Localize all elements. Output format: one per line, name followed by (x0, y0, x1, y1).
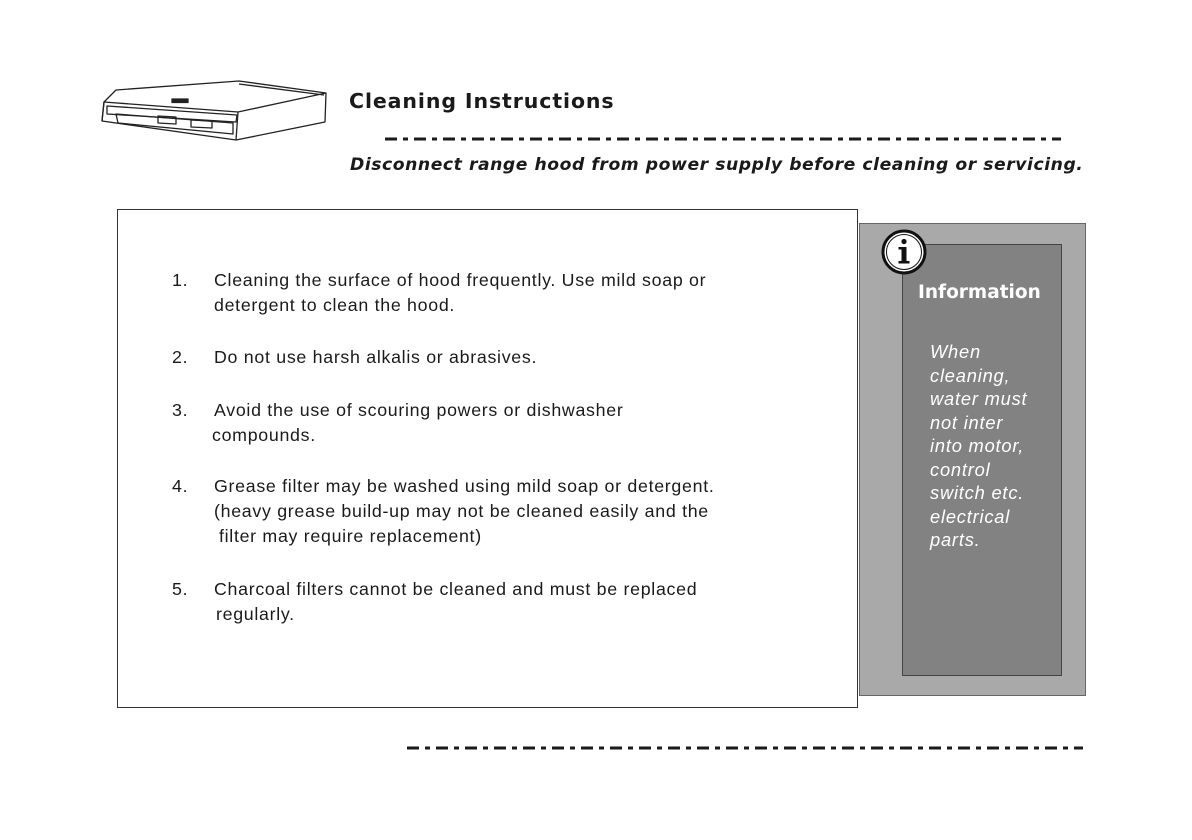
info-text-line: into motor, (930, 435, 1025, 456)
info-title: Information (918, 282, 1041, 303)
info-text-line: When (930, 341, 981, 362)
step-number: 3. (172, 400, 189, 420)
info-icon (880, 228, 928, 276)
step-text-line: Charcoal filters cannot be cleaned and must be replaced (214, 579, 698, 599)
step-number: 5. (172, 579, 189, 599)
step-text-line: Cleaning the surface of hood frequently. Use mild soap or (214, 270, 707, 290)
info-text-line: electrical (930, 505, 1011, 527)
step-text-line: detergent to clean the hood. (214, 295, 456, 315)
instruction-step-3 (172, 398, 623, 448)
instruction-step-2 (172, 345, 537, 370)
instructions-box (117, 209, 858, 708)
step-text-line: compounds. (212, 425, 316, 445)
info-text-line: switch etc. (930, 482, 1025, 503)
step-number: 2. (172, 347, 189, 367)
instruction-step-1 (172, 268, 706, 318)
step-text-line: regularly. (216, 604, 295, 624)
step-text-line: Grease filter may be washed using mild soap or detergent. (214, 476, 715, 496)
step-text-line: filter may require replacement) (219, 526, 482, 546)
instruction-step-5 (172, 577, 697, 627)
range-hood-icon (96, 76, 330, 150)
step-number: 4. (172, 476, 189, 496)
dashed-divider-top (385, 137, 1061, 141)
page-title: Cleaning Instructions (349, 89, 615, 113)
info-text (930, 340, 1058, 552)
step-text-line: Avoid the use of scouring powers or dishwasher (214, 400, 624, 420)
step-text-line: (heavy grease build-up may not be cleaned easily and the (214, 501, 709, 521)
step-number: 1. (172, 270, 189, 290)
info-text-line: cleaning, (930, 364, 1011, 386)
step-text-line: Do not use harsh alkalis or abrasives. (214, 347, 538, 367)
info-text-line: parts. (930, 529, 981, 550)
info-text-line: not inter (930, 411, 1004, 433)
instruction-step-4 (172, 474, 714, 549)
info-text-line: water must (930, 388, 1028, 409)
dashed-divider-bottom (407, 746, 1083, 750)
info-text-line: control (930, 458, 991, 480)
safety-warning: Disconnect range hood from power supply before cleaning or servicing. (350, 155, 1084, 175)
